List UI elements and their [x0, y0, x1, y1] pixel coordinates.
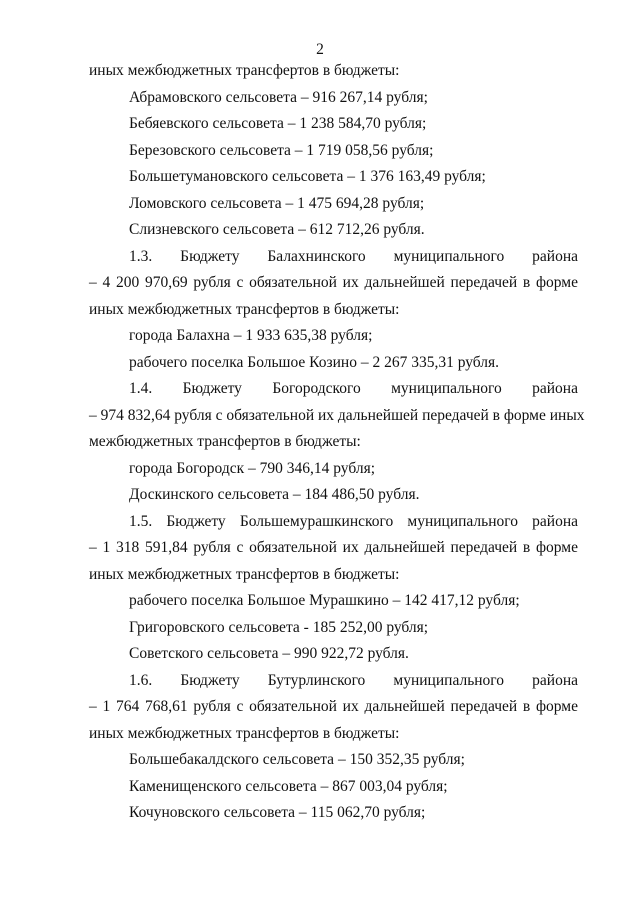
text-line: Большебакалдского сельсовета – 150 352,35 рубля;: [129, 751, 465, 768]
text-line: Большетумановского сельсовета – 1 376 163,49 рубля;: [129, 168, 486, 185]
text-line: Каменищенского сельсовета – 867 003,04 рубля;: [129, 777, 448, 795]
text-line: иных межбюджетных трансфертов в бюджеты:: [89, 300, 400, 318]
text-line: Кочуновского сельсовета – 115 062,70 рубля;: [129, 804, 426, 821]
text-line: города Балахна – 1 933 635,38 рубля;: [129, 327, 373, 344]
text-line: Доскинского сельсовета – 184 486,50 рубля.: [129, 486, 420, 503]
text-line: 1.6. Бюджету Бутурлинского муниципального района: [129, 671, 578, 689]
text-line: Абрамовского сельсовета – 916 267,14 рубля;: [129, 88, 428, 106]
text-line: города Богородск – 790 346,14 рубля;: [129, 459, 376, 477]
text-line: Григоровского сельсовета - 185 252,00 рубля;: [129, 618, 429, 636]
text-line: 1.4. Бюджету Богородского муниципального района: [129, 380, 578, 397]
text-line: иных межбюджетных трансфертов в бюджеты:: [89, 565, 400, 583]
text-line: Березовского сельсовета – 1 719 058,56 рубля;: [129, 141, 434, 159]
document-body: [89, 62, 585, 831]
text-line: Ломовского сельсовета – 1 475 694,28 рубля;: [129, 194, 425, 212]
text-line: – 1 764 768,61 рубля с обязательной их дальнейшей передачей в форме: [89, 698, 578, 715]
text-line: иных межбюджетных трансфертов в бюджеты:: [89, 724, 400, 742]
page-number: 2: [316, 41, 324, 58]
text-line: иных межбюджетных трансфертов в бюджеты:: [89, 62, 400, 79]
text-line: рабочего поселка Большое Мурашкино – 142 417,12 рубля;: [129, 592, 520, 609]
text-line: Бебяевского сельсовета – 1 238 584,70 рубля;: [129, 115, 427, 132]
text-line: 1.5. Бюджету Большемурашкинского муниципального района: [129, 512, 578, 530]
text-line: Советского сельсовета – 990 922,72 рубля.: [129, 645, 409, 662]
text-line: – 4 200 970,69 рубля с обязательной их дальнейшей передачей в форме: [89, 274, 578, 291]
text-line: 1.3. Бюджету Балахнинского муниципального района: [129, 247, 578, 265]
text-line: рабочего поселка Большое Козино – 2 267 335,31 рубля.: [129, 353, 500, 371]
text-line: – 974 832,64 рубля с обязательной их дальнейшей передачей в форме иных: [89, 406, 585, 424]
text-line: межбюджетных трансфертов в бюджеты:: [89, 433, 361, 450]
text-line: – 1 318 591,84 рубля с обязательной их дальнейшей передачей в форме: [89, 539, 578, 556]
text-line: Слизневского сельсовета – 612 712,26 рубля.: [129, 221, 425, 238]
